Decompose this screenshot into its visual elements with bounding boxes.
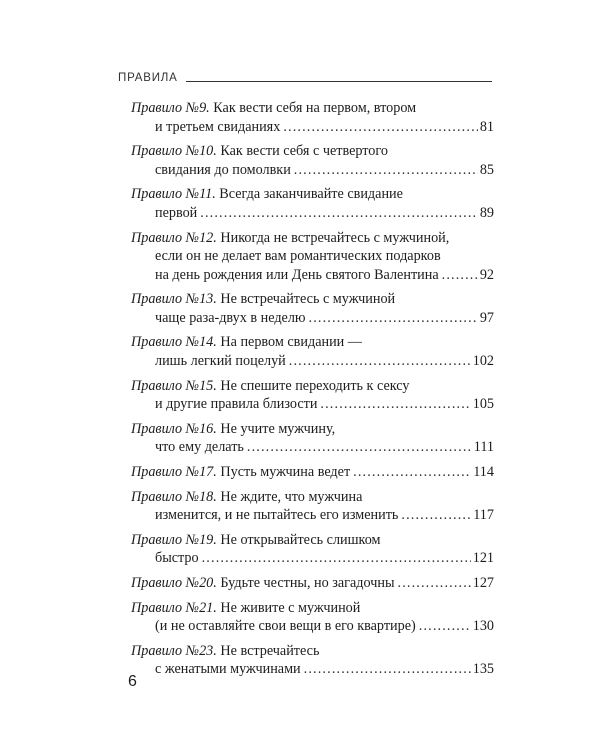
toc-rule-number: Правило №16. (131, 420, 217, 437)
toc-entry-line (131, 642, 494, 661)
toc-page-number: 127 (472, 575, 494, 592)
toc-entry-title: Не учите мужчину, (220, 420, 336, 437)
toc-entry-line (131, 247, 494, 266)
toc-entry-line (131, 118, 494, 137)
toc-entry-line (131, 574, 494, 593)
toc-entry-title: Не открывайтесь слишком (220, 531, 381, 548)
toc-entry-line (131, 99, 494, 118)
toc-entry-line (131, 352, 494, 371)
toc-entry-title: Пусть мужчина ведет (220, 464, 351, 480)
toc-rule-number: Правило №17. (131, 464, 217, 480)
toc-page-number: 114 (473, 464, 494, 480)
toc-rule-number: Правило №15. (131, 377, 217, 394)
dot-leader (289, 352, 471, 371)
toc-rule-number: Правило №23. (131, 642, 217, 659)
toc-entry[interactable] (131, 574, 494, 593)
toc-entry-title: быстро (155, 550, 199, 567)
toc-entry-title: и третьем свиданиях (155, 118, 281, 135)
toc-rule-number: Правило №21. (131, 599, 217, 616)
page-number: 6 (128, 673, 137, 690)
toc-entry-line (131, 463, 494, 482)
toc-entry-line (131, 506, 494, 525)
dot-leader (398, 574, 471, 593)
toc-entry-title: Как вести себя на первом, втором (213, 100, 417, 116)
dot-leader (200, 204, 478, 223)
table-of-contents (131, 99, 494, 685)
toc-entry-line (131, 549, 494, 568)
toc-entry-title: и другие правила близости (155, 396, 318, 413)
toc-page-number: 89 (479, 204, 494, 221)
toc-entry-line (131, 420, 494, 439)
toc-entry[interactable] (131, 599, 494, 636)
toc-entry-line (131, 377, 494, 396)
toc-entry-title: Всегда заканчивайте свидание (219, 186, 403, 203)
toc-rule-number: Правило №10. (131, 143, 217, 160)
toc-page-number: 85 (479, 161, 494, 178)
toc-rule-number: Правило №14. (131, 334, 217, 351)
toc-entry[interactable] (131, 463, 494, 482)
toc-entry-line (131, 229, 494, 248)
toc-rule-number: Правило №12. (131, 229, 217, 246)
toc-entry-title: Будьте честны, но загадочны (220, 575, 395, 592)
toc-entry-title: первой (155, 204, 198, 221)
dot-leader (247, 438, 472, 457)
toc-entry-line (131, 660, 494, 679)
toc-page-number: 130 (472, 618, 494, 635)
dot-leader (304, 660, 471, 679)
toc-entry-title: Не встречайтесь с мужчиной (220, 291, 396, 308)
toc-entry-title: чаще раза-двух в неделю (155, 309, 306, 326)
toc-page-number: 92 (479, 266, 494, 283)
toc-entry-line (131, 488, 494, 507)
toc-entry[interactable] (131, 290, 494, 327)
toc-entry[interactable] (131, 642, 494, 679)
dot-leader (353, 463, 471, 482)
dot-leader (442, 266, 478, 285)
toc-entry-title: Не спешите переходить к сексу (220, 377, 410, 394)
toc-entry-title: если он не делает вам романтических подарков (155, 248, 441, 265)
toc-page-number: 111 (473, 439, 494, 456)
toc-entry-title: Как вести себя с четвертого (220, 143, 388, 160)
toc-entry[interactable] (131, 185, 494, 222)
toc-rule-number: Правило №9. (131, 100, 210, 116)
toc-entry[interactable] (131, 488, 494, 525)
toc-page-number: 121 (472, 550, 494, 567)
toc-page-number: 105 (472, 396, 494, 413)
toc-entry-line (131, 333, 494, 352)
toc-entry-line (131, 599, 494, 618)
toc-entry[interactable] (131, 142, 494, 179)
toc-entry-line (131, 395, 494, 414)
toc-entry-title: (и не оставляйте свои вещи в его квартире) (155, 618, 416, 635)
toc-entry-line (131, 161, 494, 180)
dot-leader (294, 161, 478, 180)
dot-leader (320, 395, 470, 414)
toc-page-number: 81 (479, 118, 494, 135)
toc-entry-line (131, 142, 494, 161)
toc-rule-number: Правило №18. (131, 488, 217, 505)
toc-entry[interactable] (131, 377, 494, 414)
dot-leader (419, 617, 471, 636)
toc-entry-title: Не ждите, что мужчина (220, 488, 363, 505)
dot-leader (401, 506, 471, 525)
toc-entry-title: Не встречайтесь (220, 642, 320, 659)
dot-leader (283, 118, 478, 137)
toc-entry[interactable] (131, 420, 494, 457)
toc-entry-line (131, 204, 494, 223)
toc-entry-line (131, 185, 494, 204)
toc-entry-title: лишь легкий поцелуй (155, 352, 286, 369)
toc-entry-line (131, 438, 494, 457)
toc-entry-title: что ему делать (155, 439, 244, 456)
toc-entry-title: с женатыми мужчинами (155, 661, 301, 678)
toc-entry-line (131, 290, 494, 309)
toc-rule-number: Правило №13. (131, 291, 217, 308)
toc-entry[interactable] (131, 531, 494, 568)
dot-leader (202, 549, 471, 568)
toc-entry-line (131, 617, 494, 636)
toc-entry-title: свидания до помолвки (155, 161, 291, 178)
toc-rule-number: Правило №20. (131, 575, 217, 592)
toc-entry[interactable] (131, 333, 494, 370)
toc-page-number: 102 (472, 352, 494, 369)
running-head-title: ПРАВИЛА (118, 72, 178, 84)
toc-page-number: 135 (472, 661, 494, 678)
toc-rule-number: Правило №11. (131, 186, 216, 203)
dot-leader (309, 309, 478, 328)
toc-entry-line (131, 309, 494, 328)
toc-entry-title: на день рождения или День святого Валентина (155, 266, 439, 283)
toc-entry-line (131, 266, 494, 285)
toc-entry[interactable] (131, 99, 494, 136)
running-head (118, 66, 492, 84)
toc-page-number: 97 (479, 309, 494, 326)
toc-entry-line (131, 531, 494, 550)
running-head-rule (186, 81, 492, 82)
toc-entry-title: Не живите с мужчиной (220, 599, 361, 616)
toc-entry-title: изменится, и не пытайтесь его изменить (155, 507, 399, 524)
toc-rule-number: Правило №19. (131, 531, 217, 548)
toc-entry-title: Никогда не встречайтесь с мужчиной, (220, 229, 450, 246)
toc-entry[interactable] (131, 229, 494, 285)
toc-entry-title: На первом свидании — (220, 334, 362, 351)
toc-page-number: 117 (473, 507, 494, 524)
